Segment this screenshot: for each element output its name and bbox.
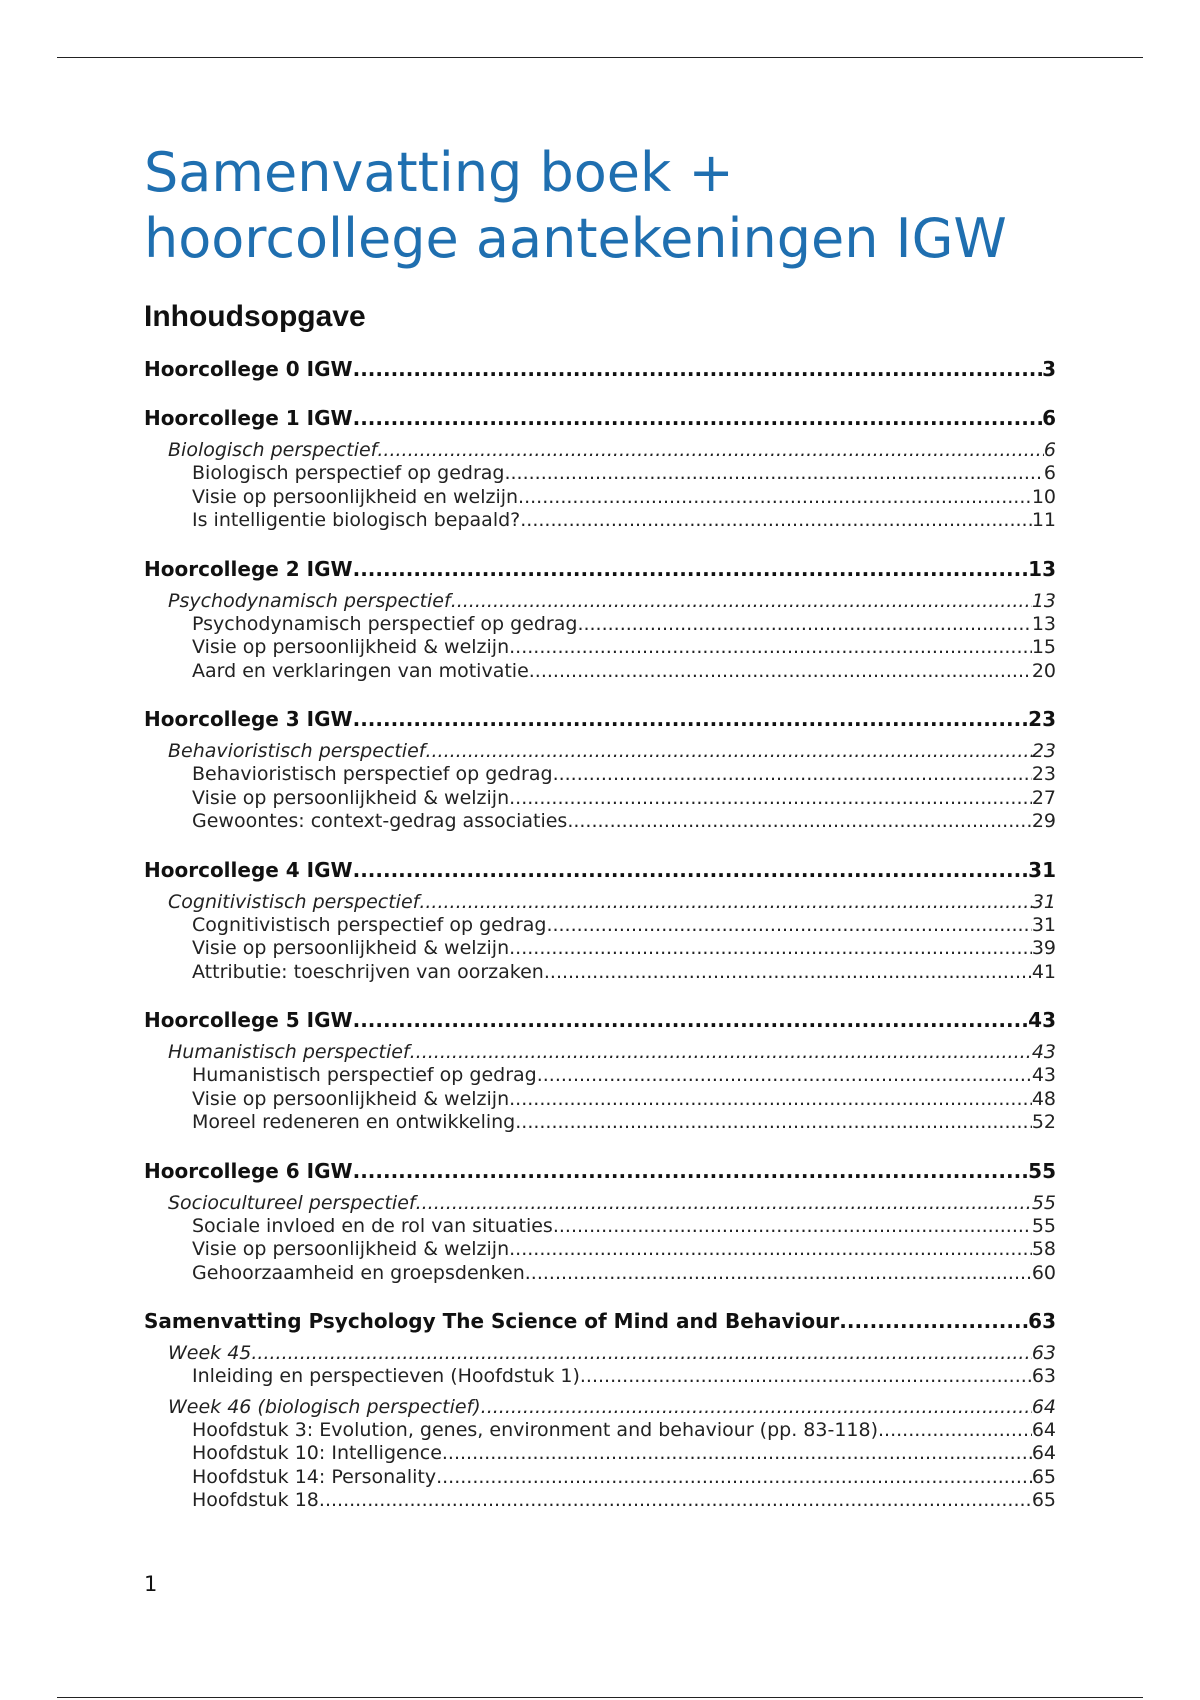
toc-entry-level-3[interactable] [144, 810, 1056, 834]
toc-entry-page: 55 [1028, 1158, 1056, 1183]
toc-leader-dots [546, 914, 1031, 938]
toc-entry-label: Psychodynamisch perspectief [168, 589, 451, 612]
toc-entry-label: Hoofdstuk 14: Personality [192, 1465, 437, 1488]
toc-entry-page: 13 [1028, 556, 1056, 581]
toc-entry-page: 48 [1031, 1087, 1056, 1110]
toc-entry-level-3[interactable] [144, 660, 1056, 684]
toc-entry-page: 64 [1031, 1395, 1056, 1418]
toc-entry-label: Hoorcollege 6 IGW [144, 1158, 353, 1183]
toc-entry-page: 23 [1031, 763, 1056, 785]
toc-entry-level-1[interactable] [144, 1308, 1056, 1334]
toc-entry-level-3[interactable] [144, 1365, 1056, 1389]
toc-entry-label: Hoorcollege 4 IGW [144, 857, 353, 882]
page-number: 1 [144, 1572, 158, 1596]
toc-entry-page: 52 [1031, 1111, 1056, 1133]
toc-leader-dots [509, 787, 1032, 811]
toc-leader-dots [353, 556, 1029, 582]
toc-entry-label: Hoofdstuk 10: Intelligence [192, 1442, 442, 1464]
toc-entry-level-2[interactable] [144, 739, 1056, 763]
toc-entry-label: Gehoorzaamheid en groepsdenken [192, 1261, 525, 1284]
toc-entry-page: 15 [1031, 636, 1056, 658]
toc-entry-page: 43 [1031, 1064, 1056, 1086]
toc-leader-dots [410, 1040, 1032, 1064]
toc-entry-label: Samenvatting Psychology The Science of Mind and Behaviour [144, 1309, 840, 1333]
toc-leader-dots [553, 1215, 1032, 1239]
toc-entry-label: Sociocultureel perspectief [168, 1191, 416, 1214]
toc-entry-label: Aard en verklaringen van motivatie [192, 659, 529, 682]
toc-entry-label: Sociale invloed en de rol van situaties [192, 1214, 553, 1237]
toc-entry-label: Hoofdstuk 18 [192, 1489, 319, 1511]
toc-leader-dots [481, 1395, 1032, 1419]
toc-leader-dots [353, 356, 1042, 382]
toc-entry-page: 13 [1031, 612, 1056, 635]
toc-leader-dots [567, 810, 1032, 834]
toc-entry-label: Visie op persoonlijkheid en welzijn [192, 485, 519, 508]
toc-entry-level-3[interactable] [144, 763, 1056, 787]
toc-leader-dots [509, 1088, 1032, 1112]
toc-entry-level-3[interactable] [144, 1238, 1056, 1262]
toc-entry-level-1[interactable] [144, 356, 1056, 382]
toc-entry-page: 55 [1031, 1214, 1056, 1237]
toc-entry-page: 64 [1031, 1418, 1056, 1441]
toc-entry-page: 29 [1031, 810, 1056, 832]
toc-entry-label: Week 46 (biologisch perspectief) [168, 1395, 481, 1418]
toc-leader-dots [544, 961, 1032, 985]
toc-entry-label: Psychodynamisch perspectief op gedrag [192, 612, 578, 635]
toc-entry-label: Cognitivistisch perspectief [168, 890, 420, 913]
toc-entry-label: Biologisch perspectief [168, 439, 378, 461]
toc-entry-level-2[interactable] [144, 1341, 1056, 1365]
toc-entry-level-1[interactable] [144, 1007, 1056, 1033]
toc-leader-dots [839, 1308, 1028, 1334]
toc-entry-level-2[interactable] [144, 1191, 1056, 1215]
toc-leader-dots [553, 763, 1032, 787]
toc-leader-dots [377, 438, 1044, 462]
toc-entry-page: 58 [1031, 1238, 1056, 1260]
toc-entry-label: Hoofdstuk 3: Evolution, genes, environment and behaviour (pp. 83-118) [192, 1418, 879, 1441]
toc-entry-level-3[interactable] [144, 961, 1056, 985]
toc-entry-page: 6 [1043, 462, 1056, 484]
toc-entry-label: Is intelligentie biologisch bepaald? [192, 509, 521, 531]
toc-entry-level-3[interactable] [144, 613, 1056, 637]
toc-leader-dots [425, 739, 1031, 763]
toc-entry-label: Inleiding en perspectieven (Hoofdstuk 1) [192, 1365, 580, 1387]
toc-entry-page: 23 [1031, 740, 1056, 762]
toc-entry-page: 65 [1031, 1465, 1056, 1488]
toc-entry-page: 3 [1042, 357, 1056, 381]
toc-entry-page: 20 [1031, 659, 1056, 682]
title-line-1: Samenvatting boek + [144, 141, 734, 204]
toc-entry-level-2[interactable] [144, 1040, 1056, 1064]
toc-entry-label: Behavioristisch perspectief op gedrag [192, 763, 553, 785]
toc-entry-level-3[interactable] [144, 1111, 1056, 1135]
toc-entry-level-2[interactable] [144, 438, 1056, 462]
toc-entry-page: 41 [1031, 960, 1056, 983]
toc-leader-dots [580, 1365, 1032, 1389]
toc-entry-level-3[interactable] [144, 787, 1056, 811]
toc-entry-page: 63 [1028, 1309, 1056, 1333]
toc-entry-label: Behavioristisch perspectief [168, 740, 426, 762]
toc-leader-dots [525, 1262, 1032, 1286]
toc-entry-page: 43 [1028, 1008, 1056, 1032]
toc-entry-page: 65 [1031, 1489, 1056, 1511]
toc-entry-level-1[interactable] [144, 857, 1056, 883]
toc-entry-page: 64 [1031, 1442, 1056, 1464]
toc-leader-dots [353, 857, 1029, 883]
toc-entry-page: 23 [1028, 707, 1056, 731]
toc-entry-label: Humanistisch perspectief [168, 1041, 410, 1063]
toc-leader-dots [537, 1064, 1032, 1088]
toc-leader-dots [878, 1419, 1032, 1443]
toc-entry-level-3[interactable] [144, 462, 1056, 486]
toc-entry-label: Biologisch perspectief op gedrag [192, 462, 505, 484]
toc-heading: Inhoudsopgave [144, 300, 366, 333]
toc-entry-level-1[interactable] [144, 706, 1056, 732]
toc-entry-label: Visie op persoonlijkheid & welzijn [192, 1087, 510, 1110]
toc-leader-dots [353, 405, 1042, 431]
toc-entry-level-3[interactable] [144, 509, 1056, 533]
toc-entry-level-3[interactable] [144, 1489, 1056, 1513]
toc-entry-label: Humanistisch perspectief op gedrag [192, 1064, 537, 1086]
toc-entry-level-3[interactable] [144, 1466, 1056, 1490]
toc-entry-level-3[interactable] [144, 1215, 1056, 1239]
toc-entry-label: Visie op persoonlijkheid & welzijn [192, 636, 510, 658]
toc-entry-level-3[interactable] [144, 1088, 1056, 1112]
toc-entry-level-1[interactable] [144, 556, 1056, 582]
toc-entry-page: 11 [1031, 509, 1056, 531]
toc-entry-level-3[interactable] [144, 636, 1056, 660]
toc-leader-dots [518, 486, 1032, 510]
toc-entry-page: 60 [1031, 1261, 1056, 1284]
toc-entry-page: 39 [1031, 937, 1056, 959]
toc-leader-dots [515, 1111, 1032, 1135]
toc-leader-dots [451, 589, 1032, 613]
toc-entry-label: Attributie: toeschrijven van oorzaken [192, 960, 544, 983]
toc-entry-label: Hoorcollege 3 IGW [144, 707, 353, 731]
toc-leader-dots [319, 1489, 1032, 1513]
toc-leader-dots [416, 1191, 1032, 1215]
toc-leader-dots [442, 1442, 1032, 1466]
toc-entry-label: Visie op persoonlijkheid & welzijn [192, 937, 510, 959]
toc-leader-dots [577, 613, 1031, 637]
toc-entry-page: 31 [1028, 857, 1056, 882]
toc-entry-label: Gewoontes: context-gedrag associaties [192, 810, 568, 832]
toc-leader-dots [353, 1158, 1029, 1184]
toc-entry-page: 27 [1031, 786, 1056, 809]
toc-leader-dots [504, 462, 1043, 486]
toc-entry-label: Hoorcollege 0 IGW [144, 357, 353, 381]
toc-entry-level-3[interactable] [144, 1262, 1056, 1286]
toc-entry-page: 31 [1031, 913, 1056, 936]
toc-entry-label: Moreel redeneren en ontwikkeling [192, 1111, 516, 1133]
toc-entry-label: Visie op persoonlijkheid & welzijn [192, 786, 510, 809]
toc-entry-page: 31 [1031, 890, 1056, 913]
toc-leader-dots [353, 706, 1029, 732]
toc-leader-dots [509, 1238, 1032, 1262]
toc-entry-level-1[interactable] [144, 405, 1056, 431]
toc-entry-page: 10 [1031, 485, 1056, 508]
footer-rule [57, 1697, 1143, 1698]
toc-entry-page: 6 [1043, 439, 1056, 461]
toc-entry-level-3[interactable] [144, 1442, 1056, 1466]
header-rule [57, 57, 1143, 58]
toc-leader-dots [251, 1341, 1031, 1365]
toc-entry-label: Visie op persoonlijkheid & welzijn [192, 1238, 510, 1260]
toc-entry-level-1[interactable] [144, 1158, 1056, 1184]
toc-entry-level-2[interactable] [144, 1395, 1056, 1419]
title-line-2: hoorcollege aantekeningen IGW [144, 207, 1007, 270]
toc-entry-page: 13 [1031, 589, 1056, 612]
toc-entry-page: 63 [1031, 1365, 1056, 1387]
toc-leader-dots [419, 890, 1031, 914]
toc-entry-page: 55 [1031, 1191, 1056, 1214]
toc-entry-label: Hoorcollege 1 IGW [144, 406, 353, 430]
toc-entry-level-3[interactable] [144, 914, 1056, 938]
toc-leader-dots [520, 509, 1032, 533]
toc-leader-dots [509, 636, 1032, 660]
toc-entry-page: 6 [1042, 406, 1056, 430]
toc-entry-level-3[interactable] [144, 1419, 1056, 1443]
toc-entry-label: Week 45 [168, 1342, 252, 1364]
toc-leader-dots [529, 660, 1032, 684]
toc-leader-dots [436, 1466, 1032, 1490]
toc-entry-page: 43 [1031, 1041, 1056, 1063]
toc-entry-level-2[interactable] [144, 890, 1056, 914]
toc-entry-label: Hoorcollege 2 IGW [144, 556, 353, 581]
table-of-contents [144, 356, 1056, 1513]
toc-entry-level-2[interactable] [144, 589, 1056, 613]
toc-entry-label: Hoorcollege 5 IGW [144, 1008, 353, 1032]
toc-entry-label: Cognitivistisch perspectief op gedrag [192, 913, 547, 936]
toc-entry-level-3[interactable] [144, 486, 1056, 510]
document-title [144, 140, 1104, 272]
toc-entry-level-3[interactable] [144, 1064, 1056, 1088]
toc-entry-page: 63 [1031, 1342, 1056, 1364]
toc-entry-level-3[interactable] [144, 937, 1056, 961]
toc-leader-dots [509, 937, 1032, 961]
toc-leader-dots [353, 1007, 1029, 1033]
